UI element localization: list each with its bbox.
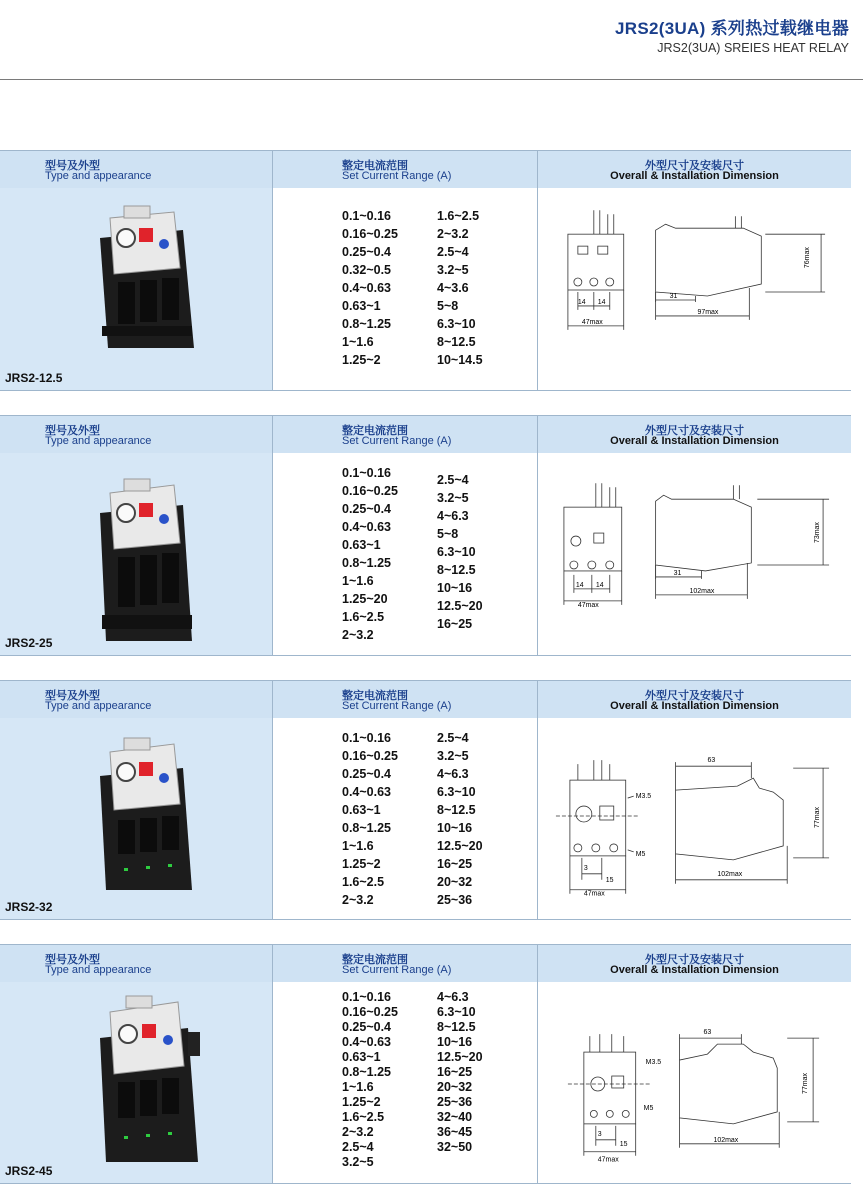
range-value: 0.63~1 (342, 299, 381, 313)
range-column-b (437, 729, 483, 909)
range-value: 25~36 (437, 1095, 473, 1109)
dim-label: 77max (802, 1073, 810, 1094)
range-value: 10~16 (437, 1035, 473, 1049)
dim-heading-cn: 外型尺寸及安装尺寸 (645, 160, 744, 172)
relay-product-image (88, 471, 198, 641)
range-value: 20~32 (437, 875, 473, 889)
dim-label: 31 (673, 569, 682, 577)
range-value: 0.16~0.25 (342, 1005, 398, 1019)
range-value: 32~40 (437, 1110, 473, 1124)
dim-label: 14 (575, 581, 584, 589)
range-column-a (342, 990, 398, 1170)
block-header-row (0, 680, 851, 720)
range-value: 3.2~5 (437, 491, 469, 505)
range-value: 10~16 (437, 821, 473, 835)
range-column-b (437, 207, 483, 369)
type-heading-cn: 型号及外型 (45, 954, 100, 966)
dim-label: 14 (597, 298, 606, 306)
range-value: 1~1.6 (342, 335, 374, 349)
range-column-a (342, 207, 398, 369)
range-value: 1.6~2.5 (342, 1110, 385, 1124)
range-column-a (342, 729, 398, 909)
type-heading-cn: 型号及外型 (45, 690, 100, 702)
range-value: 1~1.6 (342, 574, 374, 588)
range-value: 1.6~2.5 (342, 875, 385, 889)
dim-label: 47max (577, 601, 599, 609)
range-value: 0.63~1 (342, 538, 381, 552)
type-heading-en: Type and appearance (45, 964, 152, 976)
range-value: 2~3.2 (342, 628, 374, 642)
dim-label: 47max (581, 318, 603, 326)
range-heading-en: Set Current Range (A) (342, 964, 452, 976)
dim-heading-cn: 外型尺寸及安装尺寸 (645, 690, 744, 702)
relay-product-image (88, 986, 208, 1171)
range-value: 0.8~1.25 (342, 821, 392, 835)
dim-label: 97max (697, 308, 719, 316)
range-value: 4~6.3 (437, 990, 469, 1004)
range-value: 0.4~0.63 (342, 281, 392, 295)
range-value: 0.8~1.25 (342, 317, 392, 331)
range-value: 0.8~1.25 (342, 1065, 392, 1079)
dim-label: 14 (577, 298, 586, 306)
range-heading-en: Set Current Range (A) (342, 435, 452, 447)
range-value: 4~3.6 (437, 281, 469, 295)
range-value: 0.1~0.16 (342, 990, 392, 1004)
range-value: 1.6~2.5 (437, 209, 480, 223)
range-value: 0.1~0.16 (342, 466, 392, 480)
dimension-drawing (538, 718, 851, 919)
range-value: 2.5~4 (437, 731, 469, 745)
range-value: 1.25~2 (342, 353, 381, 367)
range-value: 10~14.5 (437, 353, 483, 367)
range-value: 0.25~0.4 (342, 502, 392, 516)
range-value: 2.5~4 (437, 245, 469, 259)
dim-label: 14 (595, 581, 604, 589)
range-value: 12.5~20 (437, 839, 483, 853)
range-column-a (342, 464, 398, 644)
range-heading-en: Set Current Range (A) (342, 170, 452, 182)
range-value: 8~12.5 (437, 803, 476, 817)
range-column-b (437, 471, 483, 633)
range-value: 25~36 (437, 893, 473, 907)
type-heading-cn: 型号及外型 (45, 160, 100, 172)
range-value: 4~6.3 (437, 767, 469, 781)
type-heading-en: Type and appearance (45, 170, 152, 182)
range-value: 6.3~10 (437, 317, 476, 331)
range-value: 0.4~0.63 (342, 785, 392, 799)
range-value: 0.32~0.5 (342, 263, 392, 277)
block-body-row (0, 453, 851, 656)
dim-heading-en: Overall & Installation Dimension (610, 435, 779, 447)
dimension-drawing (538, 982, 851, 1183)
range-value: 0.16~0.25 (342, 749, 398, 763)
product-block-jrs2-45 (0, 944, 851, 1184)
range-value: 0.25~0.4 (342, 1020, 392, 1034)
range-value: 0.4~0.63 (342, 1035, 392, 1049)
relay-product-image (88, 730, 198, 900)
model-name: JRS2-45 (5, 1164, 53, 1178)
range-value: 6.3~10 (437, 1005, 476, 1019)
dim-label: 47max (583, 890, 605, 898)
page-title-cn: JRS2(3UA) 系列热过载继电器 (615, 19, 849, 38)
range-heading-cn: 整定电流范围 (342, 690, 408, 702)
range-value: 0.1~0.16 (342, 731, 392, 745)
dim-heading-cn: 外型尺寸及安装尺寸 (645, 425, 744, 437)
model-name: JRS2-32 (5, 900, 53, 914)
product-block-jrs2-25 (0, 415, 851, 656)
dim-heading-en: Overall & Installation Dimension (610, 700, 779, 712)
range-heading-cn: 整定电流范围 (342, 954, 408, 966)
range-value: 16~25 (437, 617, 473, 631)
dim-label: 31 (669, 292, 678, 300)
dim-label: 15 (619, 1140, 628, 1148)
range-value: 0.1~0.16 (342, 209, 392, 223)
type-heading-en: Type and appearance (45, 435, 152, 447)
dim-label: M5 (635, 850, 646, 858)
type-heading-cn: 型号及外型 (45, 425, 100, 437)
dim-label: 102max (717, 870, 743, 878)
range-value: 2~3.2 (342, 1125, 374, 1139)
range-value: 0.63~1 (342, 803, 381, 817)
dim-label: 15 (605, 876, 614, 884)
dim-heading-en: Overall & Installation Dimension (610, 170, 779, 182)
range-value: 1.25~2 (342, 857, 381, 871)
dim-label: 77max (814, 807, 822, 828)
range-value: 1.25~20 (342, 592, 388, 606)
block-body-row (0, 188, 851, 391)
range-value: 16~25 (437, 1065, 473, 1079)
range-value: 0.8~1.25 (342, 556, 392, 570)
range-value: 3.2~5 (342, 1155, 374, 1169)
range-column-b (437, 990, 483, 1155)
dim-label: 47max (597, 1156, 619, 1164)
range-value: 12.5~20 (437, 1050, 483, 1064)
dim-label: M5 (643, 1104, 654, 1112)
dim-heading-cn: 外型尺寸及安装尺寸 (645, 954, 744, 966)
type-heading-en: Type and appearance (45, 700, 152, 712)
range-value: 0.63~1 (342, 1050, 381, 1064)
block-header-row (0, 944, 851, 984)
header-divider (0, 79, 863, 80)
dim-label: 102max (689, 587, 715, 595)
range-value: 36~45 (437, 1125, 473, 1139)
range-value: 12.5~20 (437, 599, 483, 613)
dim-label: 102max (713, 1136, 739, 1144)
range-value: 5~8 (437, 299, 459, 313)
range-value: 1~1.6 (342, 1080, 374, 1094)
range-value: 8~12.5 (437, 335, 476, 349)
dim-label: M3.5 (635, 793, 652, 801)
range-heading-cn: 整定电流范围 (342, 425, 408, 437)
dim-label: M3.5 (645, 1059, 662, 1067)
range-value: 3.2~5 (437, 749, 469, 763)
range-value: 1~1.6 (342, 839, 374, 853)
product-block-jrs2-32 (0, 680, 851, 920)
range-value: 2.5~4 (437, 473, 469, 487)
relay-product-image (88, 198, 198, 348)
range-value: 2~3.2 (437, 227, 469, 241)
range-value: 0.4~0.63 (342, 520, 392, 534)
range-value: 32~50 (437, 1140, 473, 1154)
dim-label: 63 (703, 1029, 712, 1037)
block-body-row (0, 982, 851, 1184)
dim-heading-en: Overall & Installation Dimension (610, 964, 779, 976)
range-value: 5~8 (437, 527, 459, 541)
range-value: 6.3~10 (437, 785, 476, 799)
dimension-drawing (538, 188, 851, 390)
range-value: 0.16~0.25 (342, 484, 398, 498)
block-body-row (0, 718, 851, 920)
range-value: 16~25 (437, 857, 473, 871)
range-value: 4~6.3 (437, 509, 469, 523)
dim-label: 3 (597, 1130, 602, 1138)
range-value: 1.6~2.5 (342, 610, 385, 624)
range-value: 6.3~10 (437, 545, 476, 559)
block-header-row (0, 415, 851, 455)
range-value: 20~32 (437, 1080, 473, 1094)
dim-label: 63 (707, 757, 716, 765)
product-block-jrs2-12-5 (0, 150, 851, 391)
range-heading-cn: 整定电流范围 (342, 160, 408, 172)
range-value: 8~12.5 (437, 563, 476, 577)
dim-label: 76max (804, 247, 812, 269)
range-value: 2.5~4 (342, 1140, 374, 1154)
range-value: 0.25~0.4 (342, 245, 392, 259)
page-title-en: JRS2(3UA) SREIES HEAT RELAY (657, 41, 849, 55)
range-value: 0.25~0.4 (342, 767, 392, 781)
block-header-row (0, 150, 851, 190)
range-value: 0.16~0.25 (342, 227, 398, 241)
range-value: 2~3.2 (342, 893, 374, 907)
model-name: JRS2-12.5 (5, 371, 63, 385)
range-value: 1.25~2 (342, 1095, 381, 1109)
range-value: 10~16 (437, 581, 473, 595)
dim-label: 73max (814, 522, 822, 544)
dimension-drawing (538, 453, 851, 655)
range-heading-en: Set Current Range (A) (342, 700, 452, 712)
range-value: 3.2~5 (437, 263, 469, 277)
model-name: JRS2-25 (5, 636, 53, 650)
range-value: 8~12.5 (437, 1020, 476, 1034)
dim-label: 3 (583, 864, 588, 872)
